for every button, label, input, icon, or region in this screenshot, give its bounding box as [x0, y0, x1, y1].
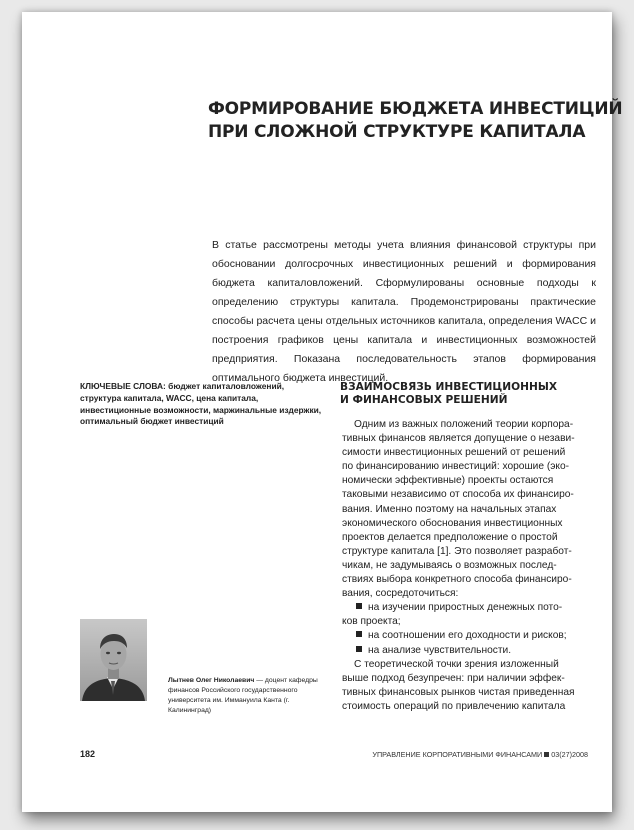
- bullet-item: [342, 601, 600, 615]
- author-info: [168, 676, 330, 716]
- body-line: структуре капитала [1]. Это позволяет разработ-: [342, 545, 572, 557]
- author-description: — доцент кафедры финансов Российского государственного университета им. Иммануила Канта (г. Калининград): [168, 677, 318, 714]
- author-name: Лытнев Олег Николаевич: [168, 677, 255, 684]
- journal-issue: 03(27)2008: [551, 750, 588, 759]
- body-line: вания. Именно поэтому на начальных этапах: [342, 503, 557, 515]
- body-line: вания, сосредоточиться:: [342, 588, 459, 600]
- body-line: таковыми независимо от способа их финансиро-: [342, 489, 574, 501]
- journal-page: [22, 12, 623, 812]
- bullet-item: [342, 629, 600, 643]
- bullet-item: [342, 644, 600, 658]
- section-heading-line2: И ФИНАНСОВЫХ РЕШЕНИЙ: [340, 394, 508, 407]
- body-line: ствиях выбора конкретного способа финансиро-: [342, 574, 572, 586]
- journal-name: УПРАВЛЕНИЕ КОРПОРАТИВНЫМИ ФИНАНСАМИ: [372, 750, 543, 759]
- article-abstract: В статье рассмотрены методы учета влияния финансовой структуры при обосновании долгосрочных инвестиционных решений и формирования бюджета капиталовложений. Сформулированы основные подходы к определению структуры капитала. Продемонстрированы практические способы расчета цены отдельных источников капитала, определения WACC и построения графиков цены капитала и инвестиционных возможностей предприятия. Показана последовательность этапов формирования оптимального бюджета инвестиций.: [212, 239, 596, 384]
- author-portrait-icon: [80, 619, 147, 701]
- bullet-text: на анализе чувствительности.: [368, 644, 512, 656]
- body-line: чикам, не задумываясь о возможных послед-: [342, 559, 557, 571]
- bullet-square-icon: [356, 631, 362, 637]
- body-line: С теоретической точки зрения изложенный: [354, 658, 559, 670]
- page-number: 182: [80, 749, 96, 759]
- body-line: выше подход безупречен: при наличии эффек-: [342, 672, 565, 684]
- bullet-text: на изучении приростных денежных пото-: [368, 602, 563, 614]
- body-line: ков проекта;: [342, 616, 401, 628]
- body-line: экономического обоснования инвестиционных: [342, 517, 563, 529]
- body-line: тивных финансовых рынков чистая приведенная: [342, 686, 575, 698]
- keywords-block: КЛЮЧЕВЫЕ СЛОВА: бюджет капиталовложений, структура капитала, WACC, цена капитала, инвестиционные возможности, маржинальные издержки, оптимальный бюджет инвестиций: [80, 381, 322, 427]
- bullet-text: на соотношении его доходности и рисков;: [368, 630, 567, 642]
- bullet-square-icon: [356, 603, 362, 609]
- body-line: по финансированию инвестиций: хорошие (эко-: [342, 461, 570, 473]
- article-title: [208, 98, 623, 144]
- article-title-line2: ПРИ СЛОЖНОЙ СТРУКТУРЕ КАПИТАЛА: [208, 122, 586, 142]
- body-line: проектов делается предположение о простой: [342, 531, 558, 543]
- author-photo: [80, 619, 147, 701]
- body-line: стоимость операций по привлечению капитала: [342, 700, 566, 712]
- section-heading: [340, 381, 600, 407]
- article-body: [342, 418, 600, 714]
- body-line: симости инвестиционных решений от решений: [342, 447, 566, 459]
- article-title-line1: ФОРМИРОВАНИЕ БЮДЖЕТА ИНВЕСТИЦИЙ: [208, 99, 623, 119]
- journal-footer: [372, 750, 588, 759]
- body-line: Одним из важных положений теории корпора-: [354, 419, 574, 430]
- body-line: тивных финансов является допущение о незави-: [342, 433, 575, 445]
- bullet-square-icon: [356, 646, 362, 652]
- section-heading-line1: ВЗАИМОСВЯЗЬ ИНВЕСТИЦИОННЫХ: [340, 381, 557, 393]
- separator-square-icon: [544, 752, 549, 757]
- body-line: номически эффективные) проекты остаются: [342, 475, 554, 487]
